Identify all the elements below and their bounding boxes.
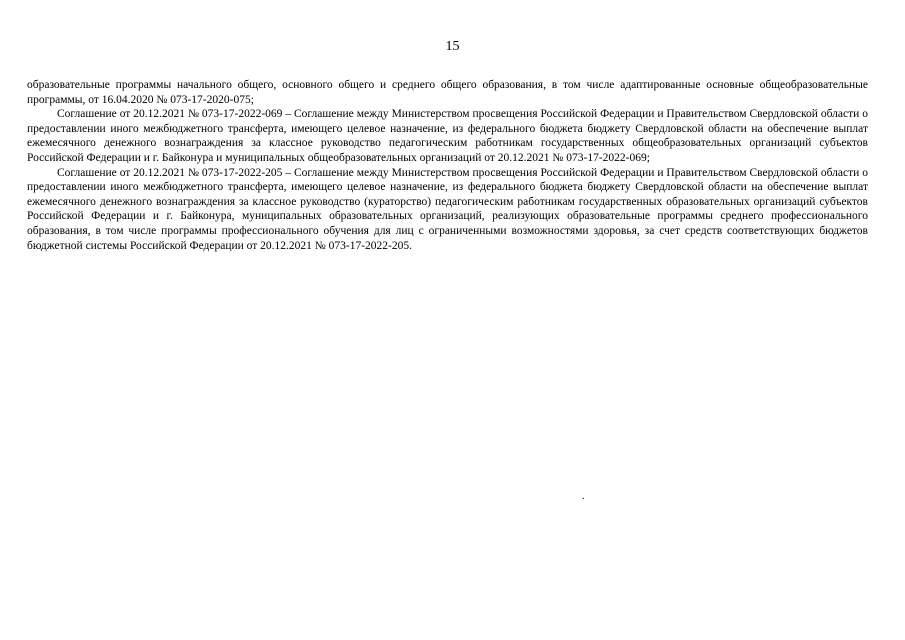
page-number: 15	[445, 39, 460, 54]
stray-dot-mark: .	[582, 491, 585, 502]
paragraph-continuation: образовательные программы начального общего, основного общего и среднего общего образования, в том числе адаптированные основные общеобразовательные программы, от 16.04.2020 № 073-17-2020-075;	[27, 79, 868, 106]
paragraph-agreement-069: Соглашение от 20.12.2021 № 073-17-2022-069 – Соглашение между Министерством просвещения Российской Федерации и Правительством Свердловской области о предоставлении иного межбюджетного трансферта, имеющего целевое назначение, из федерального бюджета бюджету Свердловской области на обеспечение выплат ежемесячного денежного вознаграждения за классное руководство педагогическим работникам государственных общеобразовательных организаций субъектов Российской Федерации и г. Байконура и муниципальных общеобразовательных организаций от 20.12.2021 № 073-17-2022-069;	[27, 108, 868, 164]
paragraph-agreement-205: Соглашение от 20.12.2021 № 073-17-2022-205 – Соглашение между Министерством просвещения Российской Федерации и Правительством Свердловской области о предоставлении иного межбюджетного трансферта, имеющего целевое назначение, из федерального бюджета бюджету Свердловской области на обеспечение выплат ежемесячного денежного вознаграждения за классное руководство (кураторство) педагогическим работникам государственных образовательных организаций субъектов Российской Федерации и г. Байконура, муниципальных образовательных организаций, реализующих образовательные программы среднего профессионального образования, в том числе программы профессионального обучения для лиц с ограниченными возможностями здоровья, за счет средств соответствующих бюджетов бюджетной системы Российской Федерации от 20.12.2021 № 073-17-2022-205.	[27, 166, 868, 252]
document-body	[27, 78, 868, 253]
